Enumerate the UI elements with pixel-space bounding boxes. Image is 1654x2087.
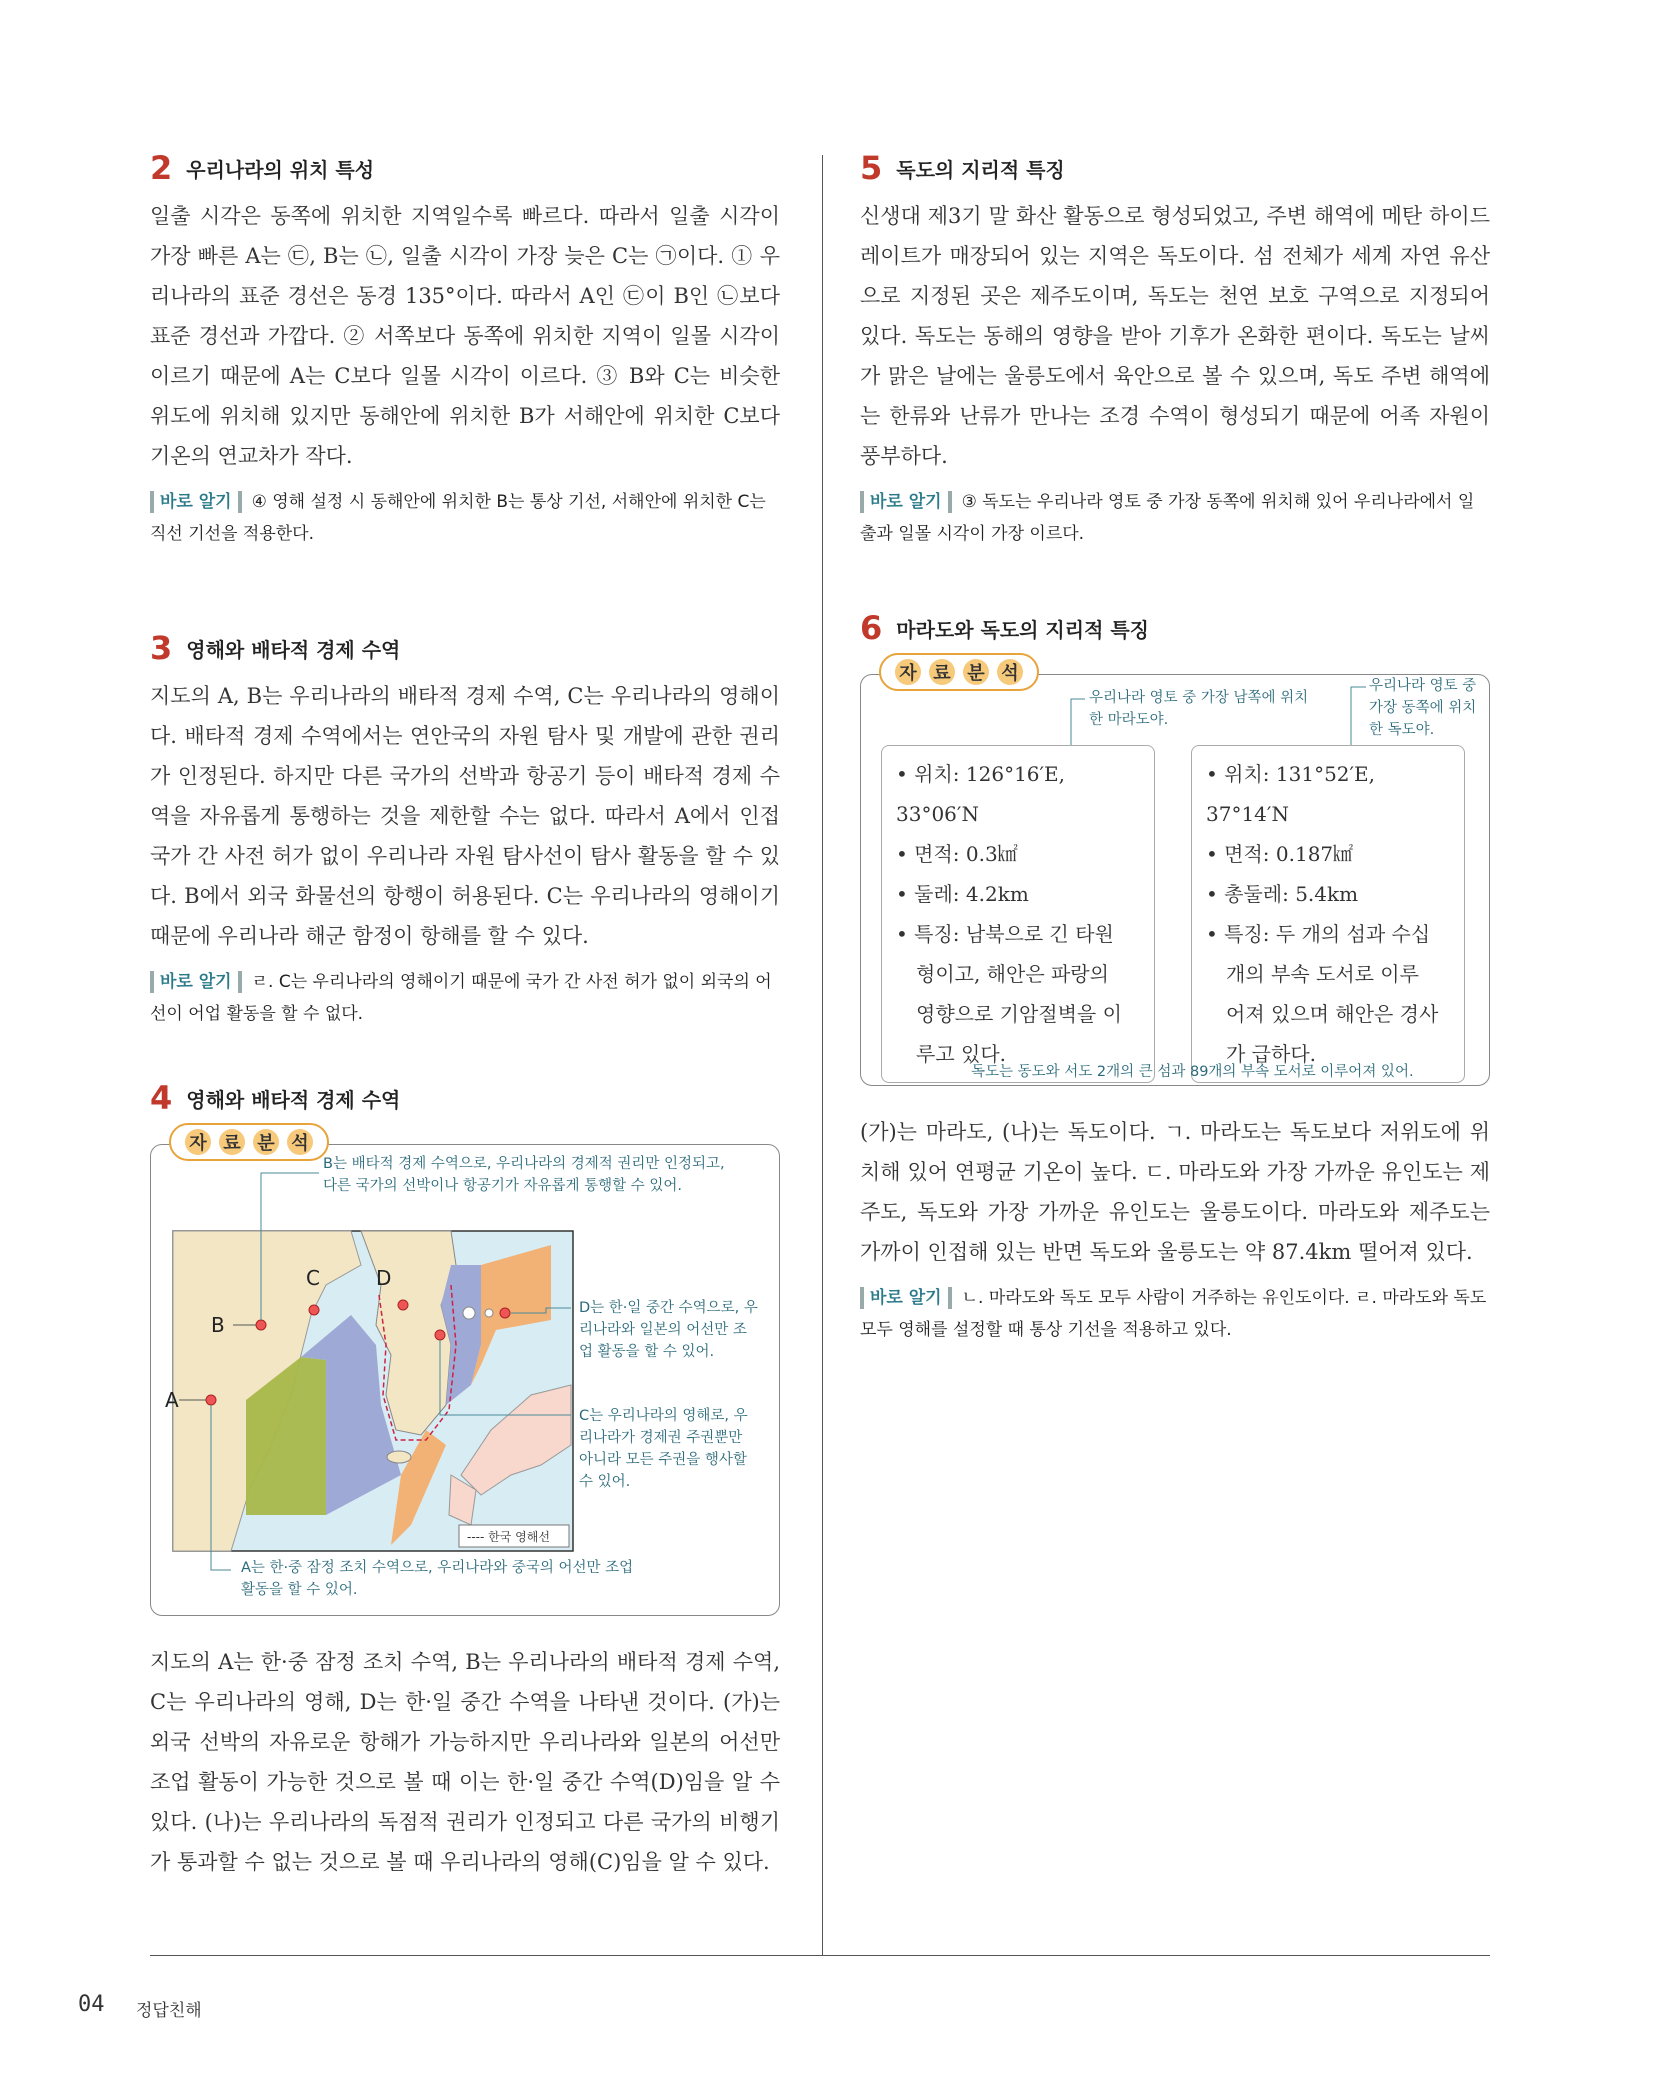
note-a: A는 한·중 잠정 조치 수역으로, 우리나라와 중국의 어선만 조업 활동을 할 수 있어. xyxy=(241,1560,634,1598)
section-2 xyxy=(150,150,780,550)
card-marado xyxy=(881,745,1155,1083)
section-5-title xyxy=(860,150,1490,186)
section-number: 4 xyxy=(150,1079,173,1117)
section-2-tip xyxy=(150,486,780,550)
card-line: • 면적: 0.187㎢ xyxy=(1206,842,1354,866)
data-analysis-box xyxy=(860,663,1490,1086)
tag-char: 자 xyxy=(895,659,921,685)
footer-label: 정답친해 xyxy=(136,2001,202,2021)
marker-c2 xyxy=(435,1330,445,1340)
section-number: 2 xyxy=(150,149,173,187)
section-6-title xyxy=(860,610,1490,646)
card-dokdo xyxy=(1191,745,1465,1083)
tip-label: 바로 알기 xyxy=(150,971,242,993)
marker-c xyxy=(309,1305,319,1315)
tag-char: 료 xyxy=(929,659,955,685)
tip-text: ㄹ. C는 우리나라의 영해이기 때문에 국가 간 사전 허가 없이 외국의 어선이 어업 활동을 할 수 없다. xyxy=(150,972,772,1024)
section-4-body: 지도의 A는 한·중 잠정 조치 수역, B는 우리나라의 배타적 경제 수역, C는 우리나라의 영해, D는 한·일 중간 수역을 나타낸 것이다. (가)는 외국 선박의 자유로운 항해가 가능하지만 우리나라와 일본의 어선만 조업 활동이 가능한 것으로 볼 때 이는 한·일 중간 수역(D)임을 알 수 있다. (나)는 우리나라의 독점적 권리가 인정되고 다른 국가의 비행기가 통과할 수 없는 것으로 볼 때 우리나라의 영해(C)임을 알 수 있다. xyxy=(150,1650,780,1874)
marker-a xyxy=(206,1395,216,1405)
section-number: 5 xyxy=(860,149,883,187)
data-analysis-box xyxy=(150,1133,780,1616)
page-number: 04 xyxy=(78,1992,105,2017)
tip-text: ④ 영해 설정 시 동해안에 위치한 B는 통상 기선, 서해안에 위치한 C는 직선 기선을 적용한다. xyxy=(150,492,766,544)
card-line: • 총둘레: 5.4km xyxy=(1206,882,1359,906)
tag-char: 석 xyxy=(287,1129,313,1155)
jeju-island xyxy=(387,1451,411,1463)
tag-char: 분 xyxy=(963,659,989,685)
dokdo-island xyxy=(485,1309,493,1317)
card-line: 영향으로 기암절벽을 이 xyxy=(916,1002,1122,1026)
bottom-rule xyxy=(150,1955,1490,1956)
card-line: • 위치: 131°52′E, 37°14′N xyxy=(1206,762,1376,826)
map-label-a: A xyxy=(165,1388,179,1412)
note-bottom: 독도는 동도와 서도 2개의 큰 섬과 89개의 부속 도서로 이루어져 있어. xyxy=(971,1064,1414,1080)
tip-text: ㄴ. 마라도와 독도 모두 사람이 거주하는 유인도이다. ㄹ. 마라도와 독도 모두 영해를 설정할 때 통상 기선을 적용하고 있다. xyxy=(860,1288,1487,1340)
section-number: 3 xyxy=(150,629,173,667)
marker-b xyxy=(256,1320,266,1330)
tag-char: 석 xyxy=(997,659,1023,685)
sea-zone-map xyxy=(151,1145,781,1615)
section-3-tip xyxy=(150,966,780,1030)
marker-d2 xyxy=(500,1308,510,1318)
map-label-c: C xyxy=(306,1266,320,1290)
section-2-body: 일출 시각은 동쪽에 위치한 지역일수록 빠르다. 따라서 일출 시각이 가장 빠른 A는 ㉢, B는 ㉡, 일출 시각이 가장 늦은 C는 ㉠이다. ① 우리나라의 표준 경선은 동경 135°이다. 따라서 A인 ㉢이 B인 ㉡보다 표준 경선과 가깝다. ② 서쪽보다 동쪽에 위치한 지역이 일몰 시각이 이르기 때문에 A는 C보다 일몰 시각이 이르다. ③ B와 C는 비슷한 위도에 위치해 있지만 동해안에 위치한 B가 서해안에 위치한 C보다 기온의 연교차가 작다. xyxy=(150,204,780,468)
card-line: 형이고, 해안은 파랑의 xyxy=(916,962,1109,986)
section-6-tip xyxy=(860,1282,1490,1346)
section-heading: 영해와 배타적 경제 수역 xyxy=(186,1087,401,1112)
section-6-body: (가)는 마라도, (나)는 독도이다. ㄱ. 마라도는 독도보다 저위도에 위치해 있어 연평균 기온이 높다. ㄷ. 마라도와 가장 가까운 유인도는 제주도, 독도와 가장 가까운 유인도는 울릉도이다. 마라도와 제주도는 가까이 인접해 있는 반면 독도와 울릉도는 약 87.4km 떨어져 있다. xyxy=(860,1120,1490,1264)
section-3 xyxy=(150,630,780,1030)
note-marado: 우리나라 영토 중 가장 남쪽에 위치한 마라도야. xyxy=(1089,690,1309,728)
section-4-title xyxy=(150,1080,780,1116)
card-line: • 둘레: 4.2km xyxy=(896,882,1029,906)
card-line: 가 급하다. xyxy=(1226,1042,1316,1066)
section-heading: 우리나라의 위치 특성 xyxy=(186,157,375,182)
section-5-body: 신생대 제3기 말 화산 활동으로 형성되었고, 주변 해역에 메탄 하이드레이트가 매장되어 있는 지역은 독도이다. 섬 전체가 세계 자연 유산으로 지정된 곳은 제주도이며, 독도는 천연 보호 구역으로 지정되어 있다. 독도는 동해의 영향을 받아 기후가 온화한 편이다. 독도는 날씨가 맑은 날에는 울릉도에서 육안으로 볼 수 있으며, 독도 주변 해역에는 한류와 난류가 만나는 조경 수역이 형성되기 때문에 어족 자원이 풍부하다. xyxy=(860,204,1490,468)
left-column xyxy=(150,150,780,1882)
tag-char: 료 xyxy=(219,1129,245,1155)
section-3-body: 지도의 A, B는 우리나라의 배타적 경제 수역, C는 우리나라의 영해이다. 배타적 경제 수역에서는 연안국의 자원 탐사 및 개발에 관한 권리가 인정된다. 하지만 다른 국가의 선박과 항공기 등이 배타적 경제 수역을 자유롭게 통행하는 것을 제한할 수는 없다. 따라서 A에서 인접 국가 간 사전 허가 없이 우리나라 자원 탐사선이 탐사 활동을 할 수 있다. B에서 외국 화물선의 항행이 허용된다. C는 우리나라의 영해이기 때문에 우리나라 해군 함정이 항해를 할 수 있다. xyxy=(150,684,780,948)
note-b: B는 배타적 경제 수역으로, 우리나라의 경제적 권리만 인정되고, 다른 국가의 선박이나 항공기가 자유롭게 통행할 수 있어. xyxy=(323,1156,725,1194)
card-line: • 특징: 두 개의 섬과 수십 xyxy=(1206,922,1431,946)
column-divider xyxy=(822,155,823,1955)
tip-label: 바로 알기 xyxy=(860,1287,952,1309)
section-5 xyxy=(860,150,1490,550)
ulleung-island xyxy=(463,1307,475,1319)
note-dokdo: 우리나라 영토 중 가장 동쪽에 위치한 독도야. xyxy=(1369,678,1477,738)
map-label-b: B xyxy=(211,1313,225,1337)
tip-label: 바로 알기 xyxy=(150,491,242,513)
section-heading: 마라도와 독도의 지리적 특징 xyxy=(896,617,1149,642)
tip-label: 바로 알기 xyxy=(860,491,952,513)
section-number: 6 xyxy=(860,609,883,647)
legend-text: ---- 한국 영해선 xyxy=(467,1530,550,1544)
note-c: C는 우리나라의 영해로, 우리나라가 경제권 주권뿐만 아니라 모든 주권을 행사할 수 있어. xyxy=(579,1408,748,1490)
right-column xyxy=(860,150,1490,1346)
section-heading: 독도의 지리적 특징 xyxy=(896,157,1065,182)
card-line: • 특징: 남북으로 긴 타원 xyxy=(896,922,1114,946)
section-5-tip xyxy=(860,486,1490,550)
marker-d xyxy=(398,1300,408,1310)
map-label-d: D xyxy=(376,1266,392,1290)
section-heading: 영해와 배타적 경제 수역 xyxy=(186,637,401,662)
section-2-title xyxy=(150,150,780,186)
section-6 xyxy=(860,610,1490,1346)
card-line: 개의 부속 도서로 이루 xyxy=(1226,962,1419,986)
section-3-title xyxy=(150,630,780,666)
card-line: • 면적: 0.3㎢ xyxy=(896,842,1018,866)
card-line: 루고 있다. xyxy=(916,1042,1006,1066)
tip-text: ③ 독도는 우리나라 영토 중 가장 동쪽에 위치해 있어 우리나라에서 일출과 일몰 시각이 가장 이르다. xyxy=(860,492,1475,544)
card-line: • 위치: 126°16′E, 33°06′N xyxy=(896,762,1066,826)
section-4 xyxy=(150,1080,780,1882)
note-d: D는 한·일 중간 수역으로, 우리나라와 일본의 어선만 조업 활동을 할 수 있어. xyxy=(579,1300,758,1360)
tag-char: 자 xyxy=(185,1129,211,1155)
card-line: 어져 있으며 해안은 경사 xyxy=(1226,1002,1439,1026)
tag-char: 분 xyxy=(253,1129,279,1155)
